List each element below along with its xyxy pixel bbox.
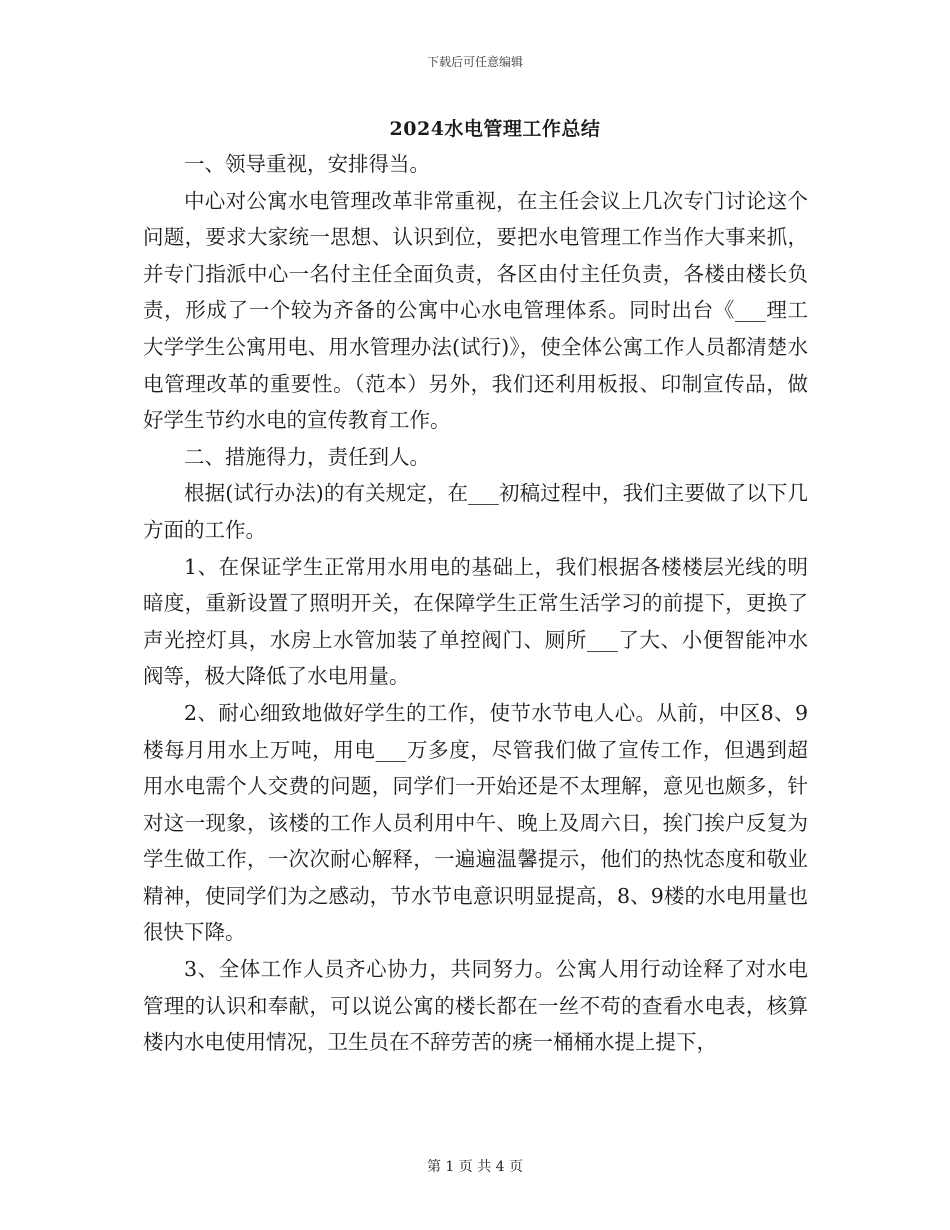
page-header-note: 下载后可任意编辑	[426, 55, 523, 69]
paragraph: 3、全体工作人员齐心协力，共同努力。公寓人用行动诠释了对水电管理的认识和奉献，可以说公寓的楼长都在一丝不苟的查看水电表，核算楼内水电使用情况，卫生员在不辞劳苦的痜一桶桶水提上提下，	[143, 957, 808, 1055]
paragraph: 根据(试行办法)的有关规定，在___初稿过程中，我们主要做了以下几方面的工作。	[143, 481, 808, 542]
paragraph: 1、在保证学生正常用水用电的基础上，我们根据各楼楼层光线的明暗度，重新设置了照明开关，在保障学生正常生活学习的前提下，更换了声光控灯具，水房上水管加装了单控阀门、厕所___了大、小便智能冲水阀等，极大降低了水电用量。	[143, 554, 808, 689]
page-number: 第 1 页 共 4 页	[426, 1159, 524, 1175]
section-heading-1: 一、领导重视，安排得当。	[184, 152, 430, 176]
paragraph: 中心对公寓水电管理改革非常重视，在主任会议上几次专门讨论这个问题，要求大家统一思想、认识到位，要把水电管理工作当作大事来抓，并专门指派中心一名付主任全面负责，各区由付主任负责，各楼由楼长负责，形成了一个较为齐备的公寓中心水电管理体系。同时出台《___理工大学学生公寓用电、用水管理办法(试行)》，使全体公寓工作人员都清楚水电管理改革的重要性。（范本）另外，我们还利用板报、印制宣传品，做好学生节约水电的宣传教育工作。	[143, 188, 808, 433]
document-body	[143, 146, 808, 1061]
document-title: 2024水电管理工作总结	[389, 118, 601, 140]
paragraph: 2、耐心细致地做好学生的工作，使节水节电人心。从前，中区8、9楼每月用水上万吨，用电___万多度，尽管我们做了宣传工作，但遇到超用水电需个人交费的问题，同学们一开始还是不太理解，意见也颇多，针对这一现象，该楼的工作人员利用中午、晚上及周六日，挨门挨户反复为学生做工作，一次次耐心解释，一遍遍温馨提示，他们的热忱态度和敬业精神，使同学们为之感动，节水节电意识明显提高，8、9楼的水电用量也很快下降。	[143, 700, 808, 945]
section-heading-2: 二、措施得力，责任到人。	[184, 444, 430, 469]
